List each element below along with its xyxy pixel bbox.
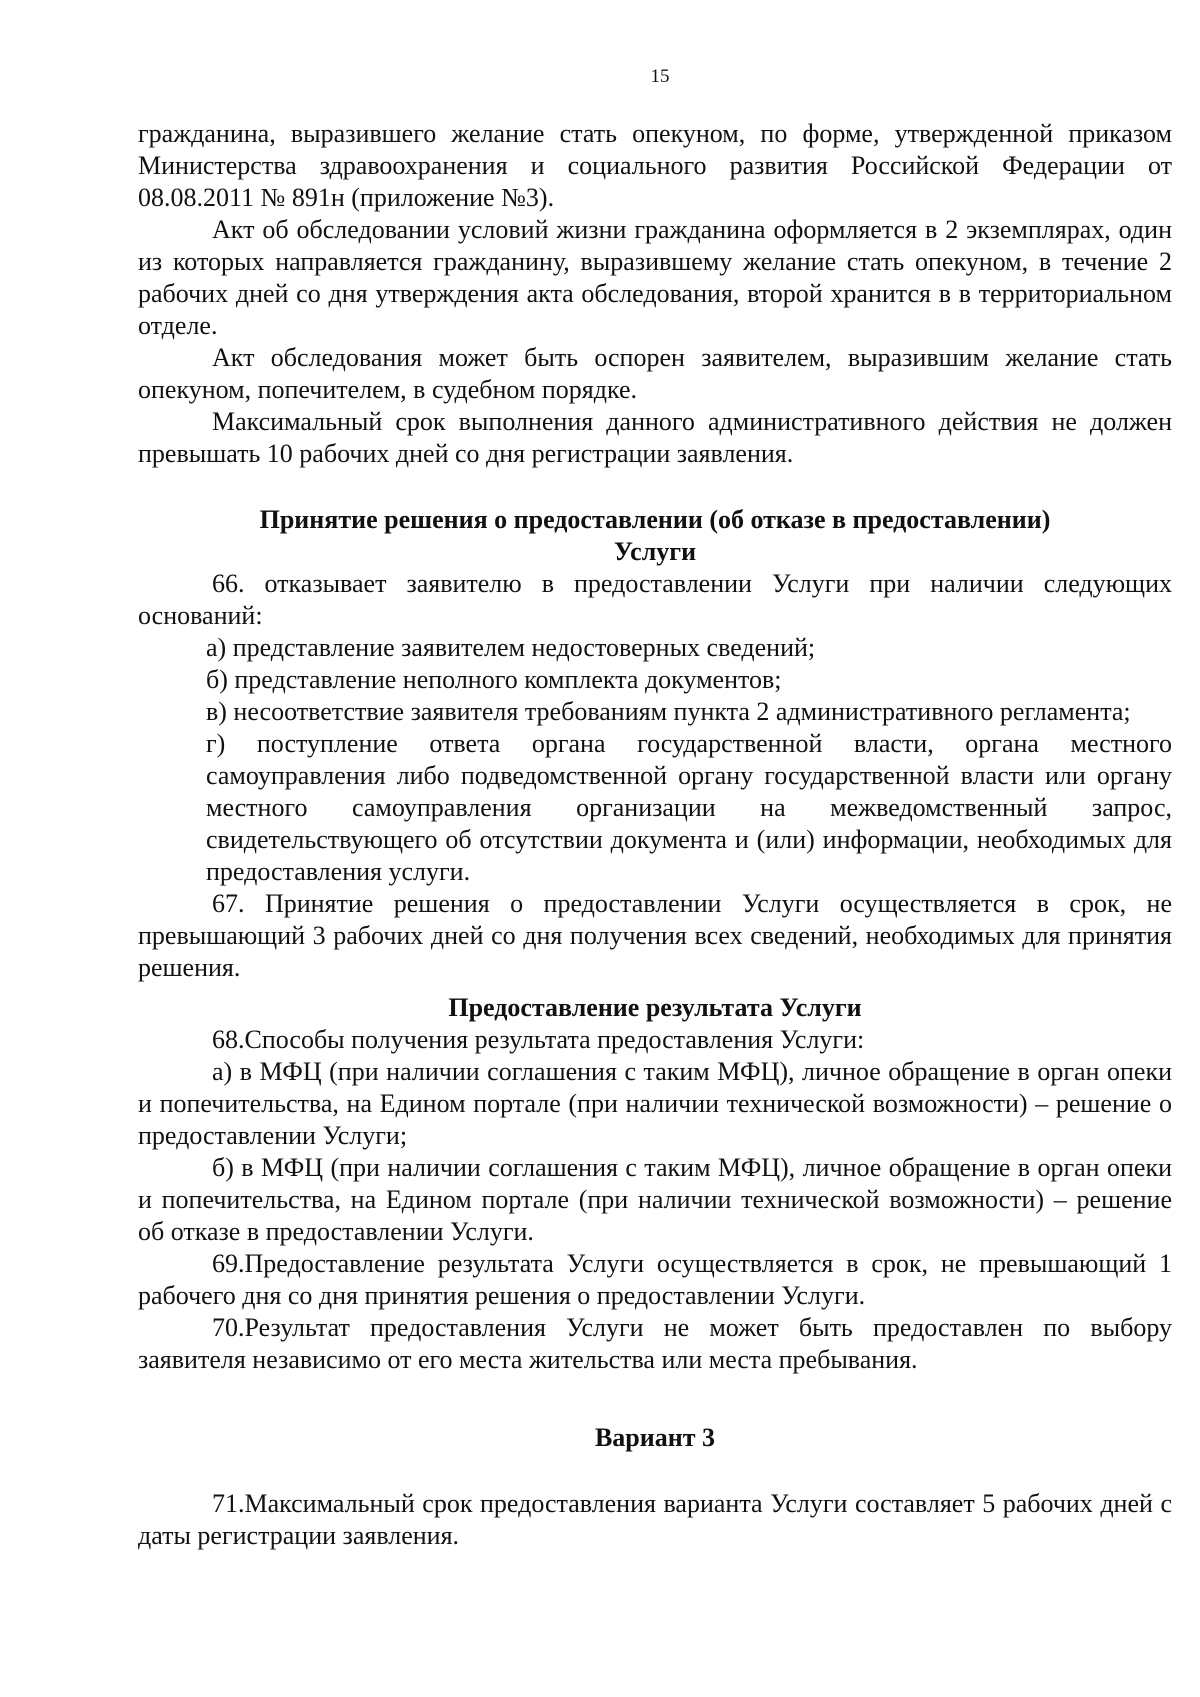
paragraph-66: 66. отказывает заявителю в предоставлении Услуги при наличии следующих оснований:	[138, 569, 1172, 630]
list-item-v: в) несоответствие заявителя требованиям пункта 2 административного регламента;	[206, 697, 1131, 726]
page-number: 15	[650, 66, 670, 87]
heading-decision-line2: Услуги	[613, 537, 697, 566]
spacer	[138, 470, 1172, 504]
list-item-g: г) поступление ответа органа государственной власти, органа местного самоуправления либо подведомственной органу государственной власти или органу местного самоуправления организации на межведомственный запрос, свидетельствующего об отсутствии документа и (или) информации, необходимых для предоставления услуги.	[206, 729, 1172, 886]
paragraph-intro-2: Акт об обследовании условий жизни гражданина оформляется в 2 экземплярах, один из которых направляется гражданину, выразившему желание стать опекуном, в течение 2 рабочих дней со дня утверждения акта обследования, второй хранится в в территориальном отделе.	[138, 215, 1172, 340]
list-item-a: а) представление заявителем недостоверных сведений;	[206, 633, 816, 662]
heading-decision	[138, 504, 1172, 568]
paragraph-69: 69.Предоставление результата Услуги осуществляется в срок, не превышающий 1 рабочего дня со дня принятия решения о предоставлении Услуги.	[138, 1249, 1172, 1310]
heading-result: Предоставление результата Услуги	[448, 993, 862, 1022]
paragraph-70: 70.Результат предоставления Услуги не может быть предоставлен по выбору заявителя независимо от его места жительства или места пребывания.	[138, 1313, 1172, 1374]
paragraph-68b: б) в МФЦ (при наличии соглашения с таким МФЦ), личное обращение в орган опеки и попечительства, на Едином портале (при наличии технической возможности) – решение об отказе в предоставлении Услуги.	[138, 1153, 1172, 1246]
paragraph-67: 67. Принятие решения о предоставлении Услуги осуществляется в срок, не превышающий 3 рабочих дней со дня получения всех сведений, необходимых для принятия решения.	[138, 889, 1172, 982]
paragraph-68a: а) в МФЦ (при наличии соглашения с таким МФЦ), личное обращение в орган опеки и попечительства, на Едином портале (при наличии технической возможности) – решение о предоставлении Услуги;	[138, 1057, 1172, 1150]
list-item-b: б) представление неполного комплекта документов;	[206, 665, 782, 694]
paragraph-intro-3: Акт обследования может быть оспорен заявителем, выразившим желание стать опекуном, попечителем, в судебном порядке.	[138, 343, 1172, 404]
heading-decision-line1: Принятие решения о предоставлении (об отказе в предоставлении)	[259, 505, 1051, 534]
paragraph-intro-1: гражданина, выразившего желание стать опекуном, по форме, утвержденной приказом Министерства здравоохранения и социального развития Российской Федерации от 08.08.2011 № 891н (приложение №3).	[138, 119, 1172, 212]
paragraph-intro-4: Максимальный срок выполнения данного административного действия не должен превышать 10 рабочих дней со дня регистрации заявления.	[138, 407, 1172, 468]
spacer	[138, 1376, 1172, 1422]
paragraph-71: 71.Максимальный срок предоставления варианта Услуги составляет 5 рабочих дней с даты регистрации заявления.	[138, 1489, 1172, 1550]
paragraph-68: 68.Способы получения результата предоставления Услуги:	[212, 1025, 865, 1054]
spacer	[138, 984, 1172, 992]
heading-variant-3: Вариант 3	[594, 1423, 716, 1452]
spacer	[138, 1454, 1172, 1488]
document-body	[138, 118, 1172, 1552]
